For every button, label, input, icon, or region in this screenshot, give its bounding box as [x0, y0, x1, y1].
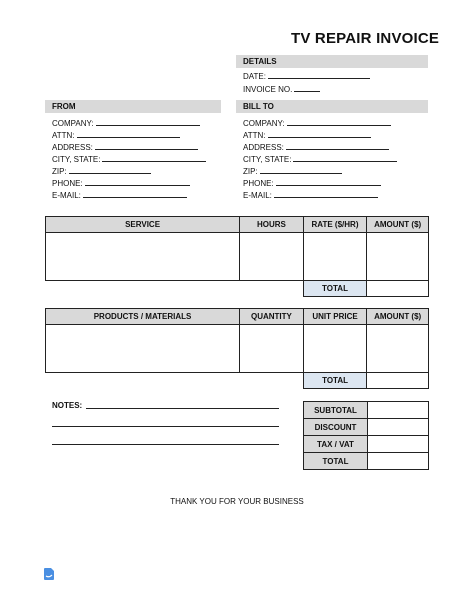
subtotal-value[interactable]: [368, 402, 429, 419]
discount-value[interactable]: [368, 419, 429, 436]
from-company-label: COMPANY:: [52, 119, 94, 128]
tax-vat-label: TAX / VAT: [304, 436, 368, 453]
unit-price-cell[interactable]: [303, 325, 367, 373]
from-email-line: [83, 189, 187, 198]
from-city-state-label: CITY, STATE:: [52, 155, 101, 164]
from-address-field[interactable]: [52, 141, 198, 152]
bill-to-zip-label: ZIP:: [243, 167, 258, 176]
from-company-field[interactable]: [52, 117, 200, 128]
thank-you-message: THANK YOU FOR YOUR BUSINESS: [170, 497, 304, 506]
invoice-number-label: INVOICE NO.: [243, 85, 293, 94]
bill-to-email-field[interactable]: [243, 189, 378, 200]
from-header: FROM: [45, 100, 221, 113]
from-city-state-line: [102, 153, 206, 162]
from-email-field[interactable]: [52, 189, 187, 200]
hours-cell[interactable]: [240, 233, 304, 281]
unit-price-column-header: UNIT PRICE: [303, 309, 367, 325]
bill-to-city-state-field[interactable]: [243, 153, 397, 164]
products-total-label: TOTAL: [303, 373, 367, 389]
products-total-spacer: [46, 373, 304, 389]
subtotal-label: SUBTOTAL: [304, 402, 368, 419]
bill-to-attn-field[interactable]: [243, 129, 371, 140]
from-address-line: [95, 141, 198, 150]
bill-to-email-label: E-MAIL:: [243, 191, 272, 200]
service-table: [45, 216, 429, 297]
service-amount-cell[interactable]: [367, 233, 429, 281]
service-column-header: SERVICE: [46, 217, 240, 233]
notes-line-2[interactable]: [52, 426, 279, 427]
products-table: [45, 308, 429, 389]
bill-to-phone-line: [276, 177, 381, 186]
from-zip-label: ZIP:: [52, 167, 67, 176]
products-total-value[interactable]: [367, 373, 429, 389]
grand-total-label: TOTAL: [304, 453, 368, 470]
from-phone-label: PHONE:: [52, 179, 83, 188]
tax-vat-value[interactable]: [368, 436, 429, 453]
bill-to-company-field[interactable]: [243, 117, 391, 128]
bill-to-company-label: COMPANY:: [243, 119, 285, 128]
from-phone-line: [85, 177, 190, 186]
bill-to-address-label: ADDRESS:: [243, 143, 284, 152]
from-email-label: E-MAIL:: [52, 191, 81, 200]
bill-to-phone-field[interactable]: [243, 177, 381, 188]
products-column-header: PRODUCTS / MATERIALS: [46, 309, 240, 325]
service-total-spacer: [46, 281, 304, 297]
document-logo-icon: [43, 567, 55, 581]
quantity-cell[interactable]: [240, 325, 304, 373]
bill-to-city-state-label: CITY, STATE:: [243, 155, 292, 164]
from-attn-label: ATTN:: [52, 131, 75, 140]
bill-to-zip-field[interactable]: [243, 165, 342, 176]
from-zip-line: [69, 165, 151, 174]
product-cell[interactable]: [46, 325, 240, 373]
quantity-column-header: QUANTITY: [240, 309, 304, 325]
notes-line-1[interactable]: [86, 408, 279, 409]
bill-to-address-field[interactable]: [243, 141, 389, 152]
rate-cell[interactable]: [303, 233, 367, 281]
bill-to-header: BILL TO: [236, 100, 428, 113]
bill-to-address-line: [286, 141, 389, 150]
from-phone-field[interactable]: [52, 177, 190, 188]
bill-to-email-line: [274, 189, 378, 198]
rate-column-header: RATE ($/HR): [303, 217, 367, 233]
date-line: [268, 70, 370, 79]
bill-to-company-line: [287, 117, 391, 126]
service-cell[interactable]: [46, 233, 240, 281]
details-header: DETAILS: [236, 55, 428, 68]
service-total-value[interactable]: [367, 281, 429, 297]
notes-label: NOTES:: [52, 401, 83, 410]
hours-column-header: HOURS: [240, 217, 304, 233]
bill-to-phone-label: PHONE:: [243, 179, 274, 188]
from-company-line: [96, 117, 200, 126]
from-attn-field[interactable]: [52, 129, 180, 140]
page-title: TV REPAIR INVOICE: [291, 30, 440, 47]
date-label: DATE:: [243, 72, 266, 81]
from-city-state-field[interactable]: [52, 153, 206, 164]
product-amount-cell[interactable]: [367, 325, 429, 373]
date-field[interactable]: [243, 70, 370, 81]
bill-to-zip-line: [260, 165, 342, 174]
products-amount-column-header: AMOUNT ($): [367, 309, 429, 325]
notes-line-3[interactable]: [52, 444, 279, 445]
service-total-label: TOTAL: [303, 281, 367, 297]
service-amount-column-header: AMOUNT ($): [367, 217, 429, 233]
invoice-number-line: [294, 83, 320, 92]
from-zip-field[interactable]: [52, 165, 151, 176]
grand-total-value[interactable]: [368, 453, 429, 470]
invoice-number-field[interactable]: [243, 83, 320, 94]
bill-to-attn-line: [268, 129, 371, 138]
bill-to-attn-label: ATTN:: [243, 131, 266, 140]
summary-table: [303, 401, 429, 470]
from-address-label: ADDRESS:: [52, 143, 93, 152]
from-attn-line: [77, 129, 180, 138]
discount-label: DISCOUNT: [304, 419, 368, 436]
bill-to-city-state-line: [293, 153, 397, 162]
